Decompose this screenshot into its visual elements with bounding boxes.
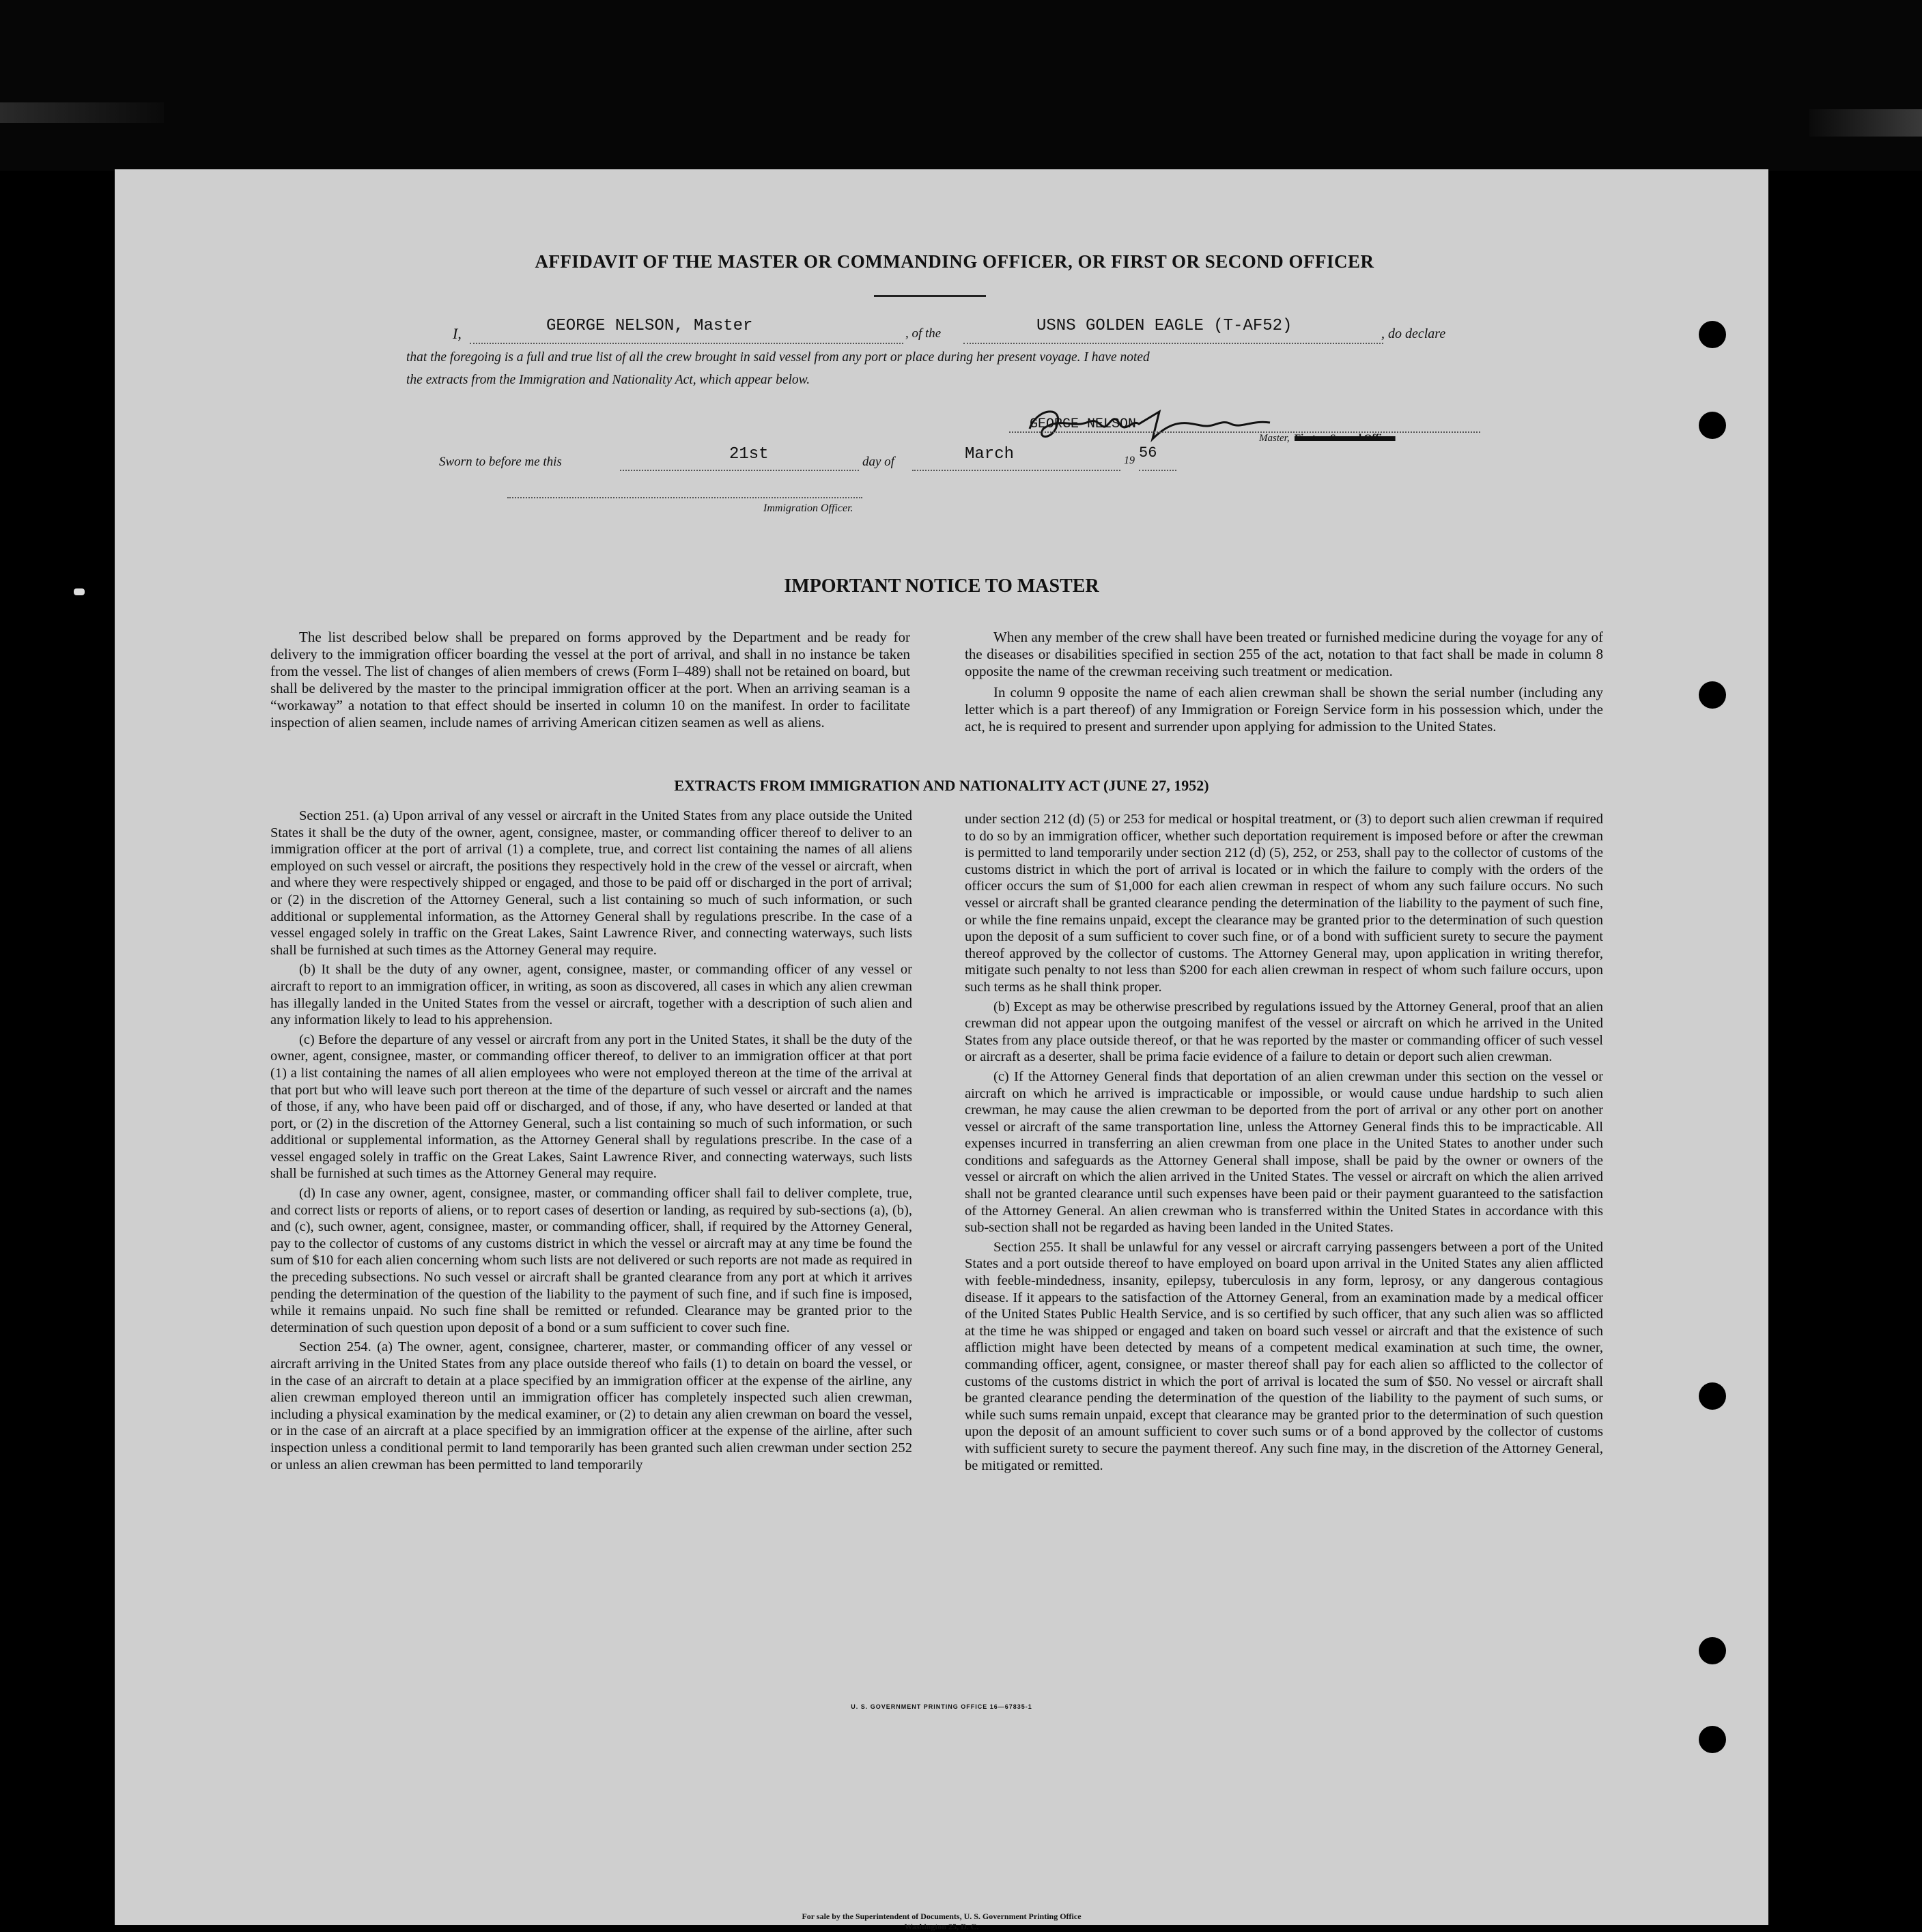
section-251-c: (c) Before the departure of any vessel or aircraft from any port in the United States, it shall be the duty of the owner, agent, consignee, master, or commanding officer thereof, to deliver to an immigration officer at that port (1) a list containing the names of all alien employees who were not employed thereon at the time of the arrival at that port but who will leave such port thereon at the time of the departure of such vessel or aircraft and the names of those, if any, who have been paid off or discharged, and of those, if any, who have deserted or landed at that port, or (2) in the discretion of the Attorney General, such a list containing so much of such information, or such additional or supplemental information, as the Attorney General shall by regulations prescribe. In the case of a vessel engaged solely in traffic on the Great Lakes, Saint Lawrence River, and connecting waterways, such lists shall be furnished at such times as the Attorney General may require. [270,1032,912,1182]
sworn-day-line [620,470,859,471]
section-251-d: (d) In case any owner, agent, consignee, master, or commanding officer shall fail to deliver complete, true, and correct lists or reports of aliens, or to report cases of desertion or landing, as required by sub-sections (a), (b), and (c), such owner, agent, consignee, master, or commanding officer, shall, if required by the Attorney General, pay to the collector of customs of any customs district in which the vessel or aircraft may at any time be found the sum of $10 for each alien concerning whom such lists are not delivered or such reports are not made as required in the preceding subsections. No such vessel or aircraft shall be granted clearance from any port at which it arrives pending the determination of the question of the liability to the payment of such fine, and if such fine is imposed, while it remains unpaid. No such fine shall be remitted or refunded. Clearance may be granted prior to the determination of such question upon deposit of a bond or a sum sufficient to cover such fine. [270,1186,912,1335]
affidavit-statement-line1: that the foregoing is a full and true list of all the crew brought in said vessel from any port or place during her present voyage. I have noted [406,350,1150,365]
extracts-title: EXTRACTS FROM IMMIGRATION AND NATIONALITY ACT (JUNE 27, 1952) [674,777,1209,794]
i-label: I, [453,325,462,342]
film-edge-right [1809,109,1922,137]
punch-hole [1699,1726,1726,1753]
section-251-b: (b) It shall be the duty of any owner, agent, consignee, master, or commanding officer of any vessel or aircraft to report to an immigration officer, in writing, as soon as discovered, all cases in which any alien crewman has illegally landed in the United States from the vessel or aircraft, together with a description of such alien and any information likely to lead to his apprehension. [270,962,912,1028]
punch-hole [1699,321,1726,348]
dust-speck [74,588,85,595]
sworn-month-line [912,470,1120,471]
sale-line-1: For sale by the Superintendent of Documents, U. S. Government Printing Office [802,1912,1082,1921]
immigration-officer-line [507,497,862,498]
sworn-day: 21st [729,445,769,464]
vessel-name: USNS GOLDEN EAGLE (T-AF52) [1036,317,1292,335]
affidavit-statement-line2: the extracts from the Immigration and Nationality Act, which appear below. [406,373,810,387]
notice-left-column [270,629,910,735]
signature-typed-name: GEORGE NELSON [1030,416,1137,432]
affidavit-page [115,169,1768,1931]
of-the-label: , of the [905,326,942,341]
notice-title: IMPORTANT NOTICE TO MASTER [784,576,1099,597]
section-254-a: Section 254. (a) The owner, agent, consignee, charterer, master, or commanding officer of any vessel or aircraft arriving in the United States from any place outside thereof who fails (1) to detain on board the vessel, or in the case of an aircraft to detain at a place specified by an immigration officer at the expense of the airline, any alien crewman employed thereon until an immigration officer has completely inspected such alien crewman, including a physical examination by the medical examiner, or (2) to detain any alien crewman on board the vessel, or in the case of an aircraft at a place specified by an immigration officer at the expense of the airline, after such inspection unless a conditional permit to land temporarily has been granted such alien crewman under section 252 or unless an alien crewman has been permitted to land temporarily [270,1339,912,1473]
punch-hole [1699,1382,1726,1410]
do-declare-label: , do declare [1381,326,1446,341]
gpo-imprint: U. S. GOVERNMENT PRINTING OFFICE 16—67835-1 [851,1703,1032,1710]
punch-hole [1699,412,1726,439]
punch-hole [1699,681,1726,709]
signature-role: Master, [1259,433,1290,444]
vessel-line [963,343,1383,344]
section-251-a: Section 251. (a) Upon arrival of any vessel or aircraft in the United States from any place outside the United States it shall be the duty of the owner, agent, consignee, master, or commanding officer thereof to deliver to an immigration officer at the port of arrival (1) a complete, true, and correct list containing the names of all aliens employed on such vessel or aircraft, the positions they respectively hold in the crew of the vessel or aircraft, when and where they were respectively shipped or engaged, and those to be paid off or discharged in the port of arrival; or (2) in the discretion of the Attorney General, such a list containing so much of such information, or such additional or supplemental information, as the Attorney General shall by regulations prescribe. In the case of a vessel engaged solely in traffic on the Great Lakes, Saint Lawrence River, and connecting waterways, such lists shall be furnished at such times as the Attorney General may require. [270,808,912,958]
punch-hole [1699,1637,1726,1664]
extracts-right-column [965,811,1603,1477]
notice-right-paragraph-2: In column 9 opposite the name of each alien crewman shall be shown the serial number (including any letter which is a part thereof) of any Immigration or Foreign Service form in his possession which, under the act, he is required to present and surrender upon applying for admission to the United States. [965,684,1603,735]
sworn-month: March [965,445,1015,464]
film-edge-left [0,102,164,123]
section-255: Section 255. It shall be unlawful for any vessel or aircraft carrying passengers between a port of the United States and a port outside thereof to have employed on board upon arrival in the United States any alien afflicted with feeble-mindedness, insanity, epilepsy, tuberculosis in any form, leprosy, or any dangerous contagious disease. If it appears to the satisfaction of the Attorney General, from an examination made by a medical officer of the United States Public Health Service, and is so certified by such officer, that any such alien was so afflicted at the time he was shipped or engaged and taken on board such vessel or aircraft and that the existence of such affliction might have been detected by means of a competent medical examination at such time, the owner, commanding officer, agent, consignee, or master thereof shall pay for each alien so afflicted to the collector of customs of the customs district in which the port of arrival is located the sum of $50. No vessel or aircraft shall be granted clearance pending the determination of the question of the liability to the payment of such sums, or while such sums remain unpaid, except that clearance may be granted prior to the determination of such question upon the deposit of an amount sufficient to cover such sums or of a bond approved by the collector of customs with sufficient surety to secure the payment thereof. Any such fine may, in the discretion of the Attorney General, be mitigated or remitted. [965,1239,1603,1473]
section-254-c: (c) If the Attorney General finds that deportation of an alien crewman under this section on the vessel or aircraft on which he arrived is impracticable or impossible, or would cause undue hardship to such alien crewman, he may cause the alien crewman to be deported from the port of arrival or any other port on another vessel or aircraft of the same transportation line, unless the Attorney General finds this to be impracticable. All expenses incurred in transferring an alien crewman from one place in the United States to another under such conditions and safeguards as the Attorney General shall impose, shall be paid by the owner or owners of the vessel or aircraft on which the alien arrived in the United States. The vessel or aircraft on which the alien arrived shall not be granted clearance until such expenses have been paid or their payment guaranteed to the satisfaction of the Attorney General. An alien crewman who is transferred within the United States in accordance with this sub-section shall not be regarded as having been landed in the United States. [965,1068,1603,1236]
sale-line-2: Washington 25, D. C. [904,1922,979,1931]
scanner-background [0,0,1922,171]
section-254-a-continued: under section 212 (d) (5) or 253 for medical or hospital treatment, or (3) to deport such alien crewman if required to do so by an immigration officer, whether such deportation requirement is imposed before or after the crewman is permitted to land temporarily under section 212 (d) (5), 252, or 253, shall pay to the collector of customs of the customs district in which the port of arrival is located or in which the failure to comply with the orders of the officer occurs the sum of $1,000 for each alien crewman in respect of whom any such failure occurs. No such vessel or aircraft shall be granted clearance pending the determination of the liability to the payment of such fine, or while the fine remains unpaid, except the clearance may be granted prior to the determination of such question upon the deposit of a sum sufficient to cover such fine, or of a bond with sufficient surety to secure the payment thereof approved by the collector of customs. The Attorney General may, upon application in writing therefor, mitigate such penalty to not less than $200 for each alien crewman in respect of whom such failure occurs, upon such terms as he shall think proper. [965,812,1603,995]
title-rule [874,295,986,297]
declarant-name: GEORGE NELSON, Master [546,317,753,335]
affidavit-title: AFFIDAVIT OF THE MASTER OR COMMANDING OFFICER, OR FIRST OR SECOND OFFICER [535,251,1374,272]
notice-right-column [965,629,1603,739]
day-of-label: day of [862,455,894,469]
sworn-label: Sworn to before me this [439,455,562,469]
year-prefix: 19 [1124,455,1135,466]
signature-struck-title: First or Second Officer [1295,433,1396,444]
year-line [1139,470,1176,471]
declarant-line [470,343,903,344]
immigration-officer-label: Immigration Officer. [763,502,853,514]
notice-right-paragraph-1: When any member of the crew shall have been treated or furnished medicine during the voyage for any of the diseases or disabilities specified in section 255 of the act, notation to that fact shall be made in column 8 opposite the name of the crewman receiving such treatment or medication. [965,629,1603,679]
extracts-left-column [270,808,912,1476]
sale-notice [115,1912,1768,1932]
section-254-b: (b) Except as may be otherwise prescribed by regulations issued by the Attorney General, proof that an alien crewman did not appear upon the outgoing manifest of the vessel or aircraft on which he arrived in the United States from any place outside thereof, or that he was reported by the master or commanding officer of such vessel or aircraft as a deserter, shall be prima facie evidence of a failure to detain or deport such alien crewman. [965,999,1603,1065]
notice-left-paragraph: The list described below shall be prepared on forms approved by the Department and be ready for delivery to the immigration officer boarding the vessel at the port of arrival, and shall in no instance be taken from the vessel. The list of changes of alien members of crews (Form I–489) shall not be retained on board, but shall be delivered by the master to the principal immigration officer at the port. When an arriving seaman is a “workaway” a notation to that effect should be inserted in column 10 on the manifest. In order to facilitate inspection of alien seamen, include names of arriving American citizen seamen as well as aliens. [270,629,910,730]
sworn-year: 56 [1139,444,1157,461]
